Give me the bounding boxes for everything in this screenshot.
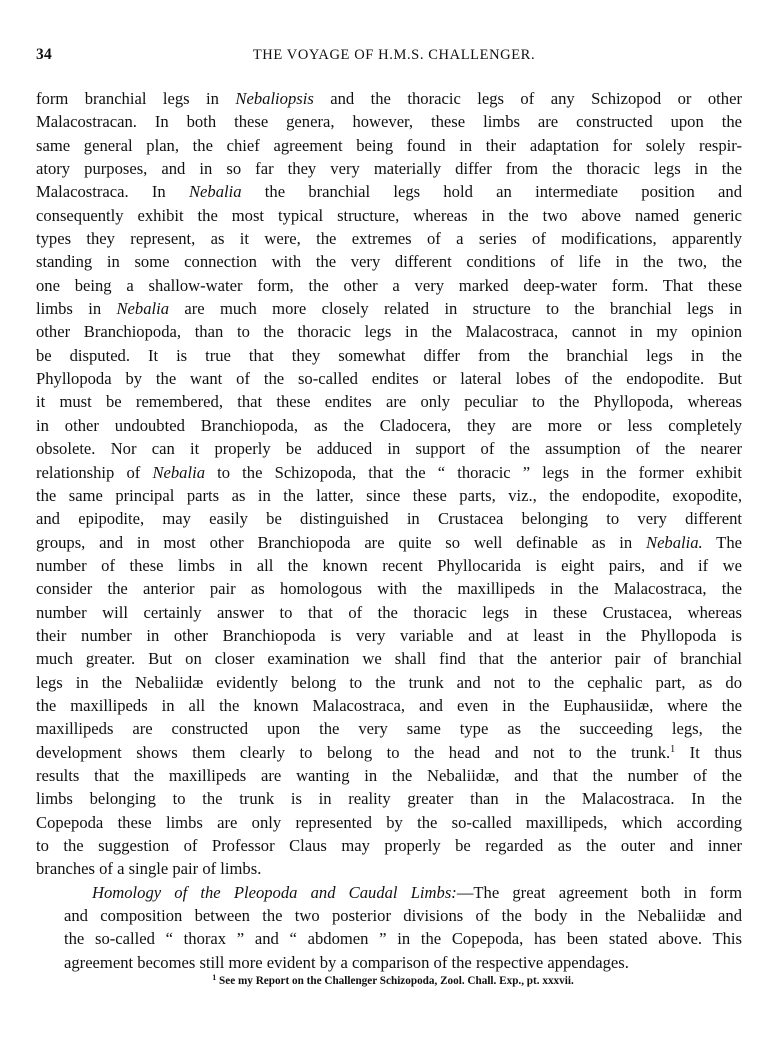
text-line: to the suggestion of Professor Claus may properly be regarded as the outer and inner [36,836,742,855]
text-line: the so-called “ thorax ” and “ abdomen ” in the Copepoda, has been stated above. This [64,929,742,949]
text-line: number will certainly answer to that of the thoracic legs in these Crustacea, whereas [36,602,742,622]
footnote [36,975,742,987]
text-line: the maxillipeds in all the known Malacostraca, and even in the Euphausiidæ, where the [36,695,742,715]
text-line: same general plan, the chief agreement being found in their adaptation for solely respir- [36,135,742,155]
text-line: development shows them clearly to belong to the head and not to the trunk.$^1$ It thus [36,742,742,762]
text-line: limbs belonging to the trunk is in reality greater than in the Malacostraca. In the [36,789,742,809]
text-line: it must be remembered, that these endites are only peculiar to the Phyllopoda, whereas [36,392,742,412]
text-line: branches of a single pair of limbs. [36,859,262,879]
text-line: groups, and in most other Branchiopoda are quite so well definable as in Nebalia. The [36,532,742,552]
text-line: and composition between the two posterior divisions of the body in the Nebaliidæ and [64,906,742,926]
text-line: limbs in Nebalia are much more closely related in structure to the branchial legs in [36,299,742,319]
text-line: obsolete. Nor can it properly be adduced in support of the assumption of the nearer [36,439,742,459]
text-line: Malacostracan. In both these genera, however, these limbs are constructed upon the [36,112,742,132]
text-line: be disputed. It is true that they somewhat differ from the branchial legs in the [36,345,742,365]
text-line: Copepoda these limbs are only represented by the so-called maxillipeds, which according [36,812,742,832]
text-line: their number in other Branchiopoda is very variable and at least in the Phyllopoda is [36,625,742,645]
text-line: results that the maxillipeds are wanting in the Nebaliidæ, and that the number of the [36,765,742,785]
footnote-text: See my Report on the Challenger Schizopoda, Zool. Chall. Exp., pt. xxxvii. [219,975,574,987]
body-text [36,87,742,974]
text-line: the same principal parts as in the latter, since these parts, viz., the endopodite, exopodite, [36,485,742,505]
text-line: agreement becomes still more evident by a comparison of the respective appendages. [64,952,629,972]
text-line: relationship of Nebalia to the Schizopoda, that the “ thoracic ” legs in the former exhibit [36,462,743,482]
text-line: form branchial legs in Nebaliopsis and the thoracic legs of any Schizopod or other [36,89,742,108]
text-line: Phyllopoda by the want of the so-called endites or lateral lobes of the endopodite. But [36,369,742,389]
text-line: atory purposes, and in so far they very materially differ from the thoracic legs in the [36,159,742,179]
text-line: standing in some connection with the very different conditions of life in the two, the [36,252,742,272]
text-line: one being a shallow-water form, the other a very marked deep-water form. That these [36,275,742,295]
text-line: legs in the Nebaliidæ evidently belong to the trunk and not to the cephalic part, as do [36,672,742,692]
text-line: Homology of the Pleopoda and Caudal Limbs:—The great agreement both in form [92,882,742,902]
text-line: number of these limbs in all the known recent Phyllocarida is eight pairs, and if we [36,555,742,575]
paragraph-branchial-legs [36,87,742,881]
page-header [36,0,742,63]
running-title: THE VOYAGE OF H.M.S. CHALLENGER. [252,47,536,63]
text-line: Malacostraca. In Nebalia the branchial legs hold an intermediate position and [36,182,743,202]
footnote-marker: 1 [212,973,217,982]
text-line: consequently exhibit the most typical structure, whereas in the two above named generic [36,205,742,225]
text-line: consider the anterior pair as homologous with the maxillipeds in the Malacostraca, the [36,579,742,599]
text-line: in other undoubted Branchiopoda, as the Cladocera, they are more or less completely [36,415,742,435]
text-line: maxillipeds are constructed upon the very same type as the succeeding legs, the [36,719,742,739]
text-line: other Branchiopoda, than to the thoracic legs in the Malacostraca, cannot in my opinion [36,322,742,342]
text-line: and epipodite, may easily be distinguished in Crustacea belonging to very different [36,509,742,529]
book-page [36,0,743,987]
text-line: types they represent, as it were, the extremes of a series of modifications, apparently [36,229,742,249]
page-number: 34 [36,46,53,63]
text-line: much greater. But on closer examination we shall find that the anterior pair of branchial [36,649,742,669]
paragraph-homology-pleopoda [36,881,742,974]
